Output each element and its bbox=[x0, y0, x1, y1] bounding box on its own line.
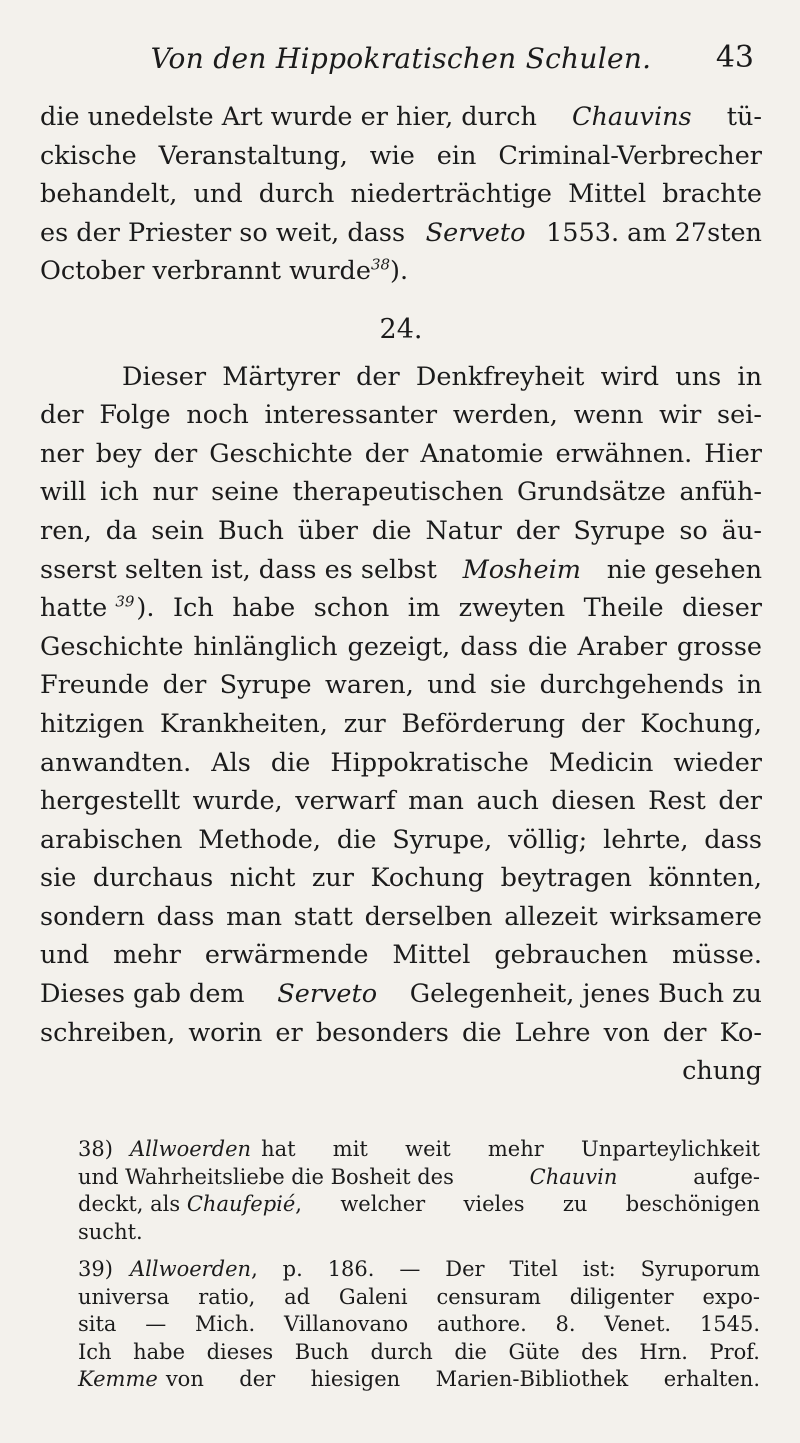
text-line: arabischen Methode, die Syrupe, völlig; lehrte, dass bbox=[40, 824, 762, 855]
text-line: ner bey der Geschichte der Anatomie erwähnen. Hier bbox=[40, 438, 762, 469]
text-line: die unedelste Art wurde er hier, durch Chauvins tü- bbox=[40, 102, 762, 132]
footnote-label: 38) bbox=[78, 1137, 113, 1161]
text-line: der Folge noch interessanter werden, wenn wir sei- bbox=[40, 400, 762, 431]
text-line: sie durchaus nicht zur Kochung beytragen könnten, bbox=[40, 863, 762, 894]
text-line: behandelt, und durch niederträchtige Mittel brachte bbox=[40, 179, 762, 210]
text-line: Freunde der Syrupe waren, und sie durchgehends in bbox=[40, 670, 762, 701]
footnote-line: sucht. bbox=[78, 1219, 143, 1244]
text-line: ren, da sein Buch über die Natur der Syrupe so äu- bbox=[40, 515, 762, 546]
paragraph-1 bbox=[40, 98, 762, 291]
text-line: Dieses gab dem Serveto Gelegenheit, jenes Buch zu bbox=[40, 979, 762, 1010]
footnote-line: und Wahrheitsliebe die Bosheit des Chauvin aufge- bbox=[78, 1164, 760, 1189]
paragraph-2 bbox=[40, 358, 762, 1091]
footnote-line: 39) Allwoerden , p. 186. — Der Titel ist: Syruporum bbox=[78, 1256, 760, 1284]
text-line: hatte $^{39}$ ). Ich habe schon im zweyten Theile dieser bbox=[40, 592, 762, 624]
text-line: hergestellt wurde, verwarf man auch diesen Rest der bbox=[40, 786, 762, 817]
text-line: es der Priester so weit, dass Serveto 1553. am 27sten bbox=[40, 217, 762, 248]
text-line: sserst selten ist, dass es selbst Mosheim nie gesehen bbox=[40, 554, 762, 585]
catchword: chung bbox=[682, 1056, 762, 1087]
footnote-line: sita — Mich. Villanovano authore. 8. Venet. 1545. bbox=[78, 1312, 760, 1336]
text-line: sondern dass man statt derselben allezeit wirksamere bbox=[40, 901, 762, 932]
text-line: Geschichte hinlänglich gezeigt, dass die Araber grosse bbox=[40, 631, 762, 662]
section-number: 24. bbox=[379, 313, 423, 345]
footnote-39 bbox=[78, 1256, 760, 1394]
footnote-line: Kemme von der hiesigen Marien-Bibliothek erhalten. bbox=[78, 1367, 760, 1391]
text-line: October verbrannt wurde$^{38}$). bbox=[40, 255, 409, 287]
page-header bbox=[40, 38, 762, 78]
footnotes bbox=[78, 1136, 760, 1404]
footnote-line: Ich habe dieses Buch durch die Güte des Hrn. Prof. bbox=[78, 1339, 760, 1364]
page-number: 43 bbox=[715, 40, 754, 75]
footnote-line: 38) Allwoerden hat mit weit mehr Unparteylichkeit bbox=[78, 1136, 760, 1164]
text-line: und mehr erwärmende Mittel gebrauchen müsse. bbox=[40, 940, 762, 971]
text-line: Dieser Märtyrer der Denkfreyheit wird uns in bbox=[122, 361, 762, 392]
text-line: will ich nur seine therapeutischen Grundsätze anfüh- bbox=[40, 477, 762, 508]
text-line: hitzigen Krankheiten, zur Beförderung der Kochung, bbox=[40, 708, 762, 739]
body-text bbox=[40, 98, 762, 1091]
footnote-label: 39) bbox=[78, 1257, 113, 1281]
footnote-line: deckt, als Chaufepié , welcher vieles zu beschönigen bbox=[78, 1192, 760, 1216]
running-title: Von den Hippokratischen Schulen. bbox=[150, 42, 652, 75]
text-line: ckische Veranstaltung, wie ein Criminal-Verbrecher bbox=[40, 140, 762, 171]
text-line: schreiben, worin er besonders die Lehre von der Ko- bbox=[40, 1017, 762, 1048]
text-line: anwandten. Als die Hippokratische Medicin wieder bbox=[40, 747, 762, 778]
footnote-ref-39: 39 bbox=[115, 592, 135, 611]
footnote-ref-38: 38 bbox=[370, 255, 391, 274]
footnote-line: universa ratio, ad Galeni censuram diligenter expo- bbox=[78, 1284, 760, 1309]
footnote-38 bbox=[78, 1136, 760, 1246]
